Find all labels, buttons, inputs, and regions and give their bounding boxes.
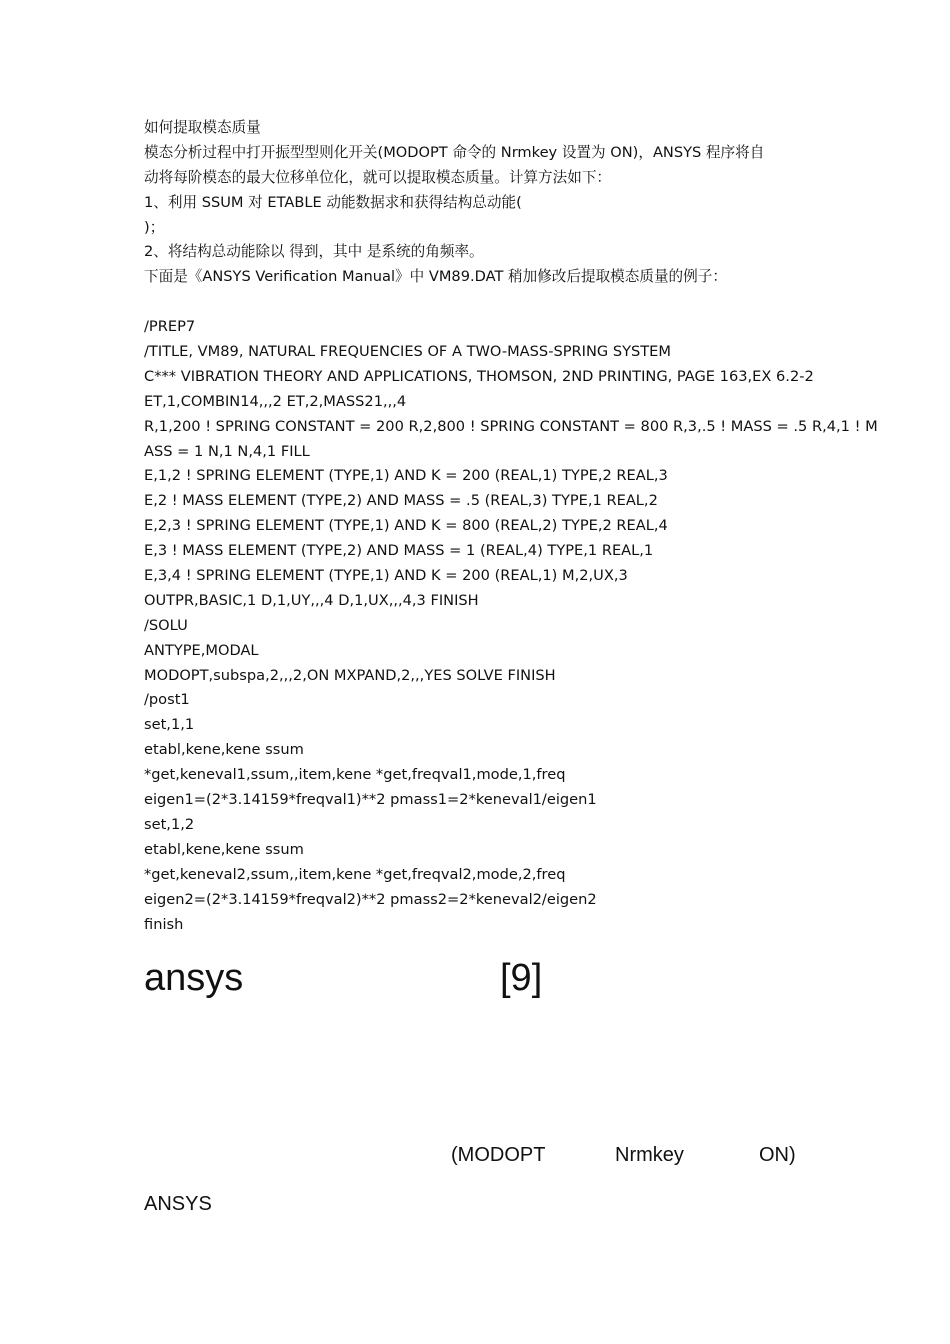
code-line: /post1 <box>144 691 190 709</box>
code-line: E,2,3 ! SPRING ELEMENT (TYPE,1) AND K = 800 (REAL,2) TYPE,2 REAL,4 <box>144 517 668 535</box>
code-line: ET,1,COMBIN14,,,2 ET,2,MASS21,,,4 <box>144 392 407 410</box>
fragment-on: ON) <box>759 1144 796 1166</box>
code-line: /PREP7 <box>144 318 196 336</box>
code-line: finish <box>144 915 184 933</box>
blank-line <box>144 290 812 315</box>
paragraph-line: 动将每阶模态的最大位移单位化，就可以提取模态质量。计算方法如下： <box>144 168 612 186</box>
code-line: *get,keneval1,ssum,,item,kene *get,freqval1,mode,1,freq <box>144 766 566 784</box>
doc-title: 如何提取模态质量 <box>144 119 261 136</box>
code-line: E,3,4 ! SPRING ELEMENT (TYPE,1) AND K = 200 (REAL,1) M,2,UX,3 <box>144 567 628 585</box>
paragraph-line: )； <box>144 218 165 236</box>
code-line: etabl,kene,kene ssum <box>144 840 304 858</box>
code-line: ASS = 1 N,1 N,4,1 FILL <box>144 442 310 460</box>
code-line: eigen2=(2*3.14159*freqval2)**2 pmass2=2*keneval2/eigen2 <box>144 890 597 908</box>
code-line: E,3 ! MASS ELEMENT (TYPE,2) AND MASS = 1 (REAL,4) TYPE,1 REAL,1 <box>144 542 654 560</box>
code-line: MODOPT,subspa,2,,,2,ON MXPAND,2,,,YES SOLVE FINISH <box>144 666 556 684</box>
code-line: E,1,2 ! SPRING ELEMENT (TYPE,1) AND K = 200 (REAL,1) TYPE,2 REAL,3 <box>144 467 668 485</box>
code-line: etabl,kene,kene ssum <box>144 741 304 759</box>
code-line: *get,keneval2,ssum,,item,kene *get,freqval2,mode,2,freq <box>144 865 566 883</box>
code-line: R,1,200 ! SPRING CONSTANT = 200 R,2,800 ! SPRING CONSTANT = 800 R,3,.5 ! MASS = .5 R,4,1 ! M <box>144 417 878 435</box>
paragraph-line: 模态分析过程中打开振型型则化开关(MODOPT 命令的 Nrmkey 设置为 ON)，ANSYS 程序将自 <box>144 143 765 161</box>
paragraph-line: 1、利用 SSUM 对 ETABLE 动能数据求和获得结构总动能( <box>144 193 522 211</box>
paragraph-line: 2、将结构总动能除以 得到，其中 是系统的角频率。 <box>144 243 484 261</box>
heading-word: ansys <box>144 957 244 999</box>
code-line: /TITLE, VM89, NATURAL FREQUENCIES OF A TWO-MASS-SPRING SYSTEM <box>144 343 671 361</box>
code-line: E,2 ! MASS ELEMENT (TYPE,2) AND MASS = .5 (REAL,3) TYPE,1 REAL,2 <box>144 492 658 510</box>
code-line: OUTPR,BASIC,1 D,1,UY,,,4 D,1,UX,,,4,3 FINISH <box>144 591 479 609</box>
code-line: set,1,1 <box>144 716 195 734</box>
code-line: set,1,2 <box>144 815 195 833</box>
code-line: ANTYPE,MODAL <box>144 641 259 659</box>
code-line: C*** VIBRATION THEORY AND APPLICATIONS, THOMSON, 2ND PRINTING, PAGE 163,EX 6.2-2 <box>144 367 814 385</box>
fragment-nrmkey: Nrmkey <box>615 1144 684 1166</box>
code-line: eigen1=(2*3.14159*freqval1)**2 pmass1=2*keneval1/eigen1 <box>144 791 597 809</box>
fragment-ansys: ANSYS <box>144 1193 212 1215</box>
code-line: /SOLU <box>144 616 188 634</box>
fragment-modopt: (MODOPT <box>451 1144 546 1166</box>
paragraph-line: 下面是《ANSYS Verification Manual》中 VM89.DAT 稍加修改后提取模态质量的例子： <box>144 268 727 286</box>
heading-reference: [9] <box>500 957 543 999</box>
document-body <box>144 116 878 937</box>
